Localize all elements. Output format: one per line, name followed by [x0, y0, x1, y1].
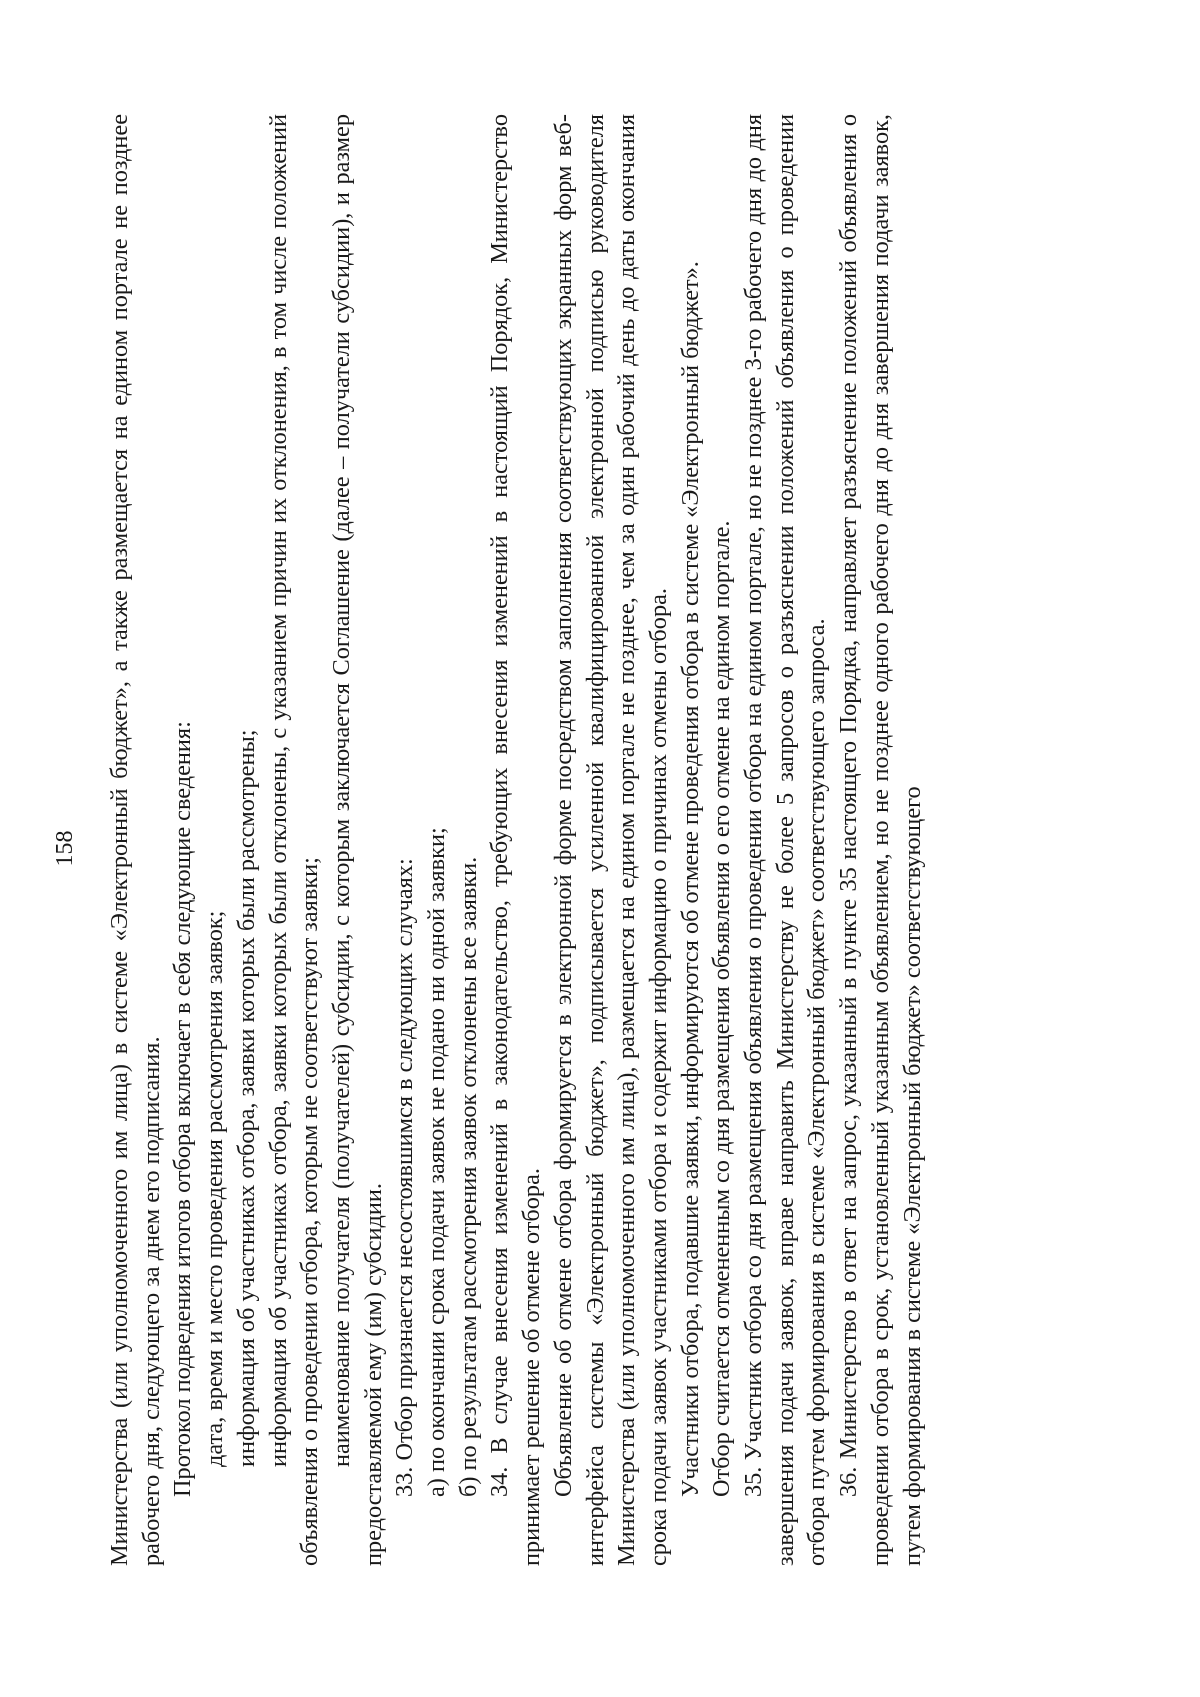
paragraph: 36. Министерство в ответ на запрос, указанный в пункте 35 настоящего Порядка, направляет разъяснение положений объявления о проведении отбора в срок, установленный указанным объявлением, но не позднее одного рабочего дня до дня завершения подачи заявок, путем формирования в системе «Электронный бюджет» соответствующего	[835, 114, 926, 1566]
list-item: б) по результатам рассмотрения заявок отклонены все заявки.	[454, 856, 482, 1497]
paragraph: 34. В случае внесения изменений в законодательство, требующих внесения изменений в настоящий Порядок, Министерство принимает решение об отмене отбора.	[486, 114, 546, 1566]
list-item: информация об участниках отбора, заявки которых были отклонены, с указанием причин их отклонения, в том числе положений объявления о проведении отбора, которым не соответствуют заявки;	[264, 114, 324, 1566]
paragraph: 33. Отбор признается несостоявшимся в следующих случаях:	[391, 858, 419, 1497]
page-number: 158	[52, 830, 78, 867]
paragraph: Объявление об отмене отбора формируется в электронной форме посредством заполнения соответствующих экранных форм веб-интерфейса системы «Электронный бюджет», подписывается усиленной квалифицированной электронной подписью руководителя Министерства (или уполномоченного им лица), размещается на едином портале не позднее, чем за один рабочий день до даты окончания срока подачи заявок участниками отбора и содержит информацию о причинах отмены отбора.	[549, 114, 672, 1566]
list-item: наименование получателя (получателей) субсидии, с которым заключается Соглашение (далее – получатели субсидии), и размер предоставляемой ему (им) субсидии.	[327, 114, 387, 1566]
paragraph: Отбор считается отмененным со дня размещения объявления о его отмене на едином портале.	[708, 520, 736, 1497]
paragraph: Министерства (или уполномоченного им лица) в системе «Электронный бюджет», а также размещается на едином портале не позднее рабочего дня, следующего за днем его подписания.	[106, 114, 165, 1566]
list-item: а) по окончании срока подачи заявок не подано ни одной заявки;	[423, 827, 451, 1497]
paragraph: 35. Участник отбора со дня размещения объявления о проведении отбора на едином портале, но не позднее 3-го рабочего дня до дня завершения подачи заявок, вправе направить Министерству не более 5 запросов о разъяснении положений объявления о проведении отбора путем формирования в системе «Электронный бюджет» соответствующего запроса.	[740, 114, 831, 1566]
body-text	[104, 114, 928, 1566]
paragraph: Протокол подведения итогов отбора включает в себя следующие сведения:	[169, 721, 197, 1497]
list-item: дата, время и место проведения рассмотрения заявок;	[201, 910, 229, 1467]
paragraph: Участники отбора, подавшие заявки, информируются об отмене проведения отбора в системе «Электронный бюджет».	[676, 261, 704, 1497]
list-item: информация об участниках отбора, заявки которых были рассмотрены;	[232, 729, 260, 1467]
